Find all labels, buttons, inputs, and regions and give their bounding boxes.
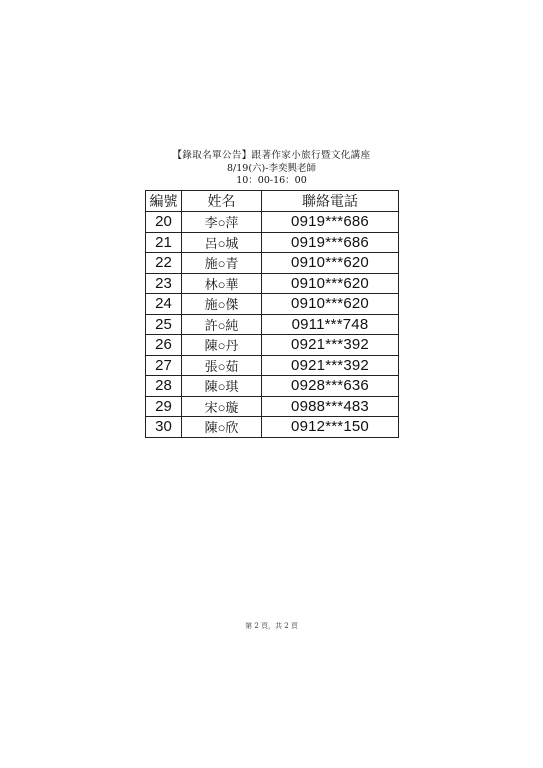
- row-phone: 0921***392: [262, 335, 399, 356]
- row-name: 宋○璇: [182, 396, 262, 417]
- column-header-phone: 聯絡電話: [262, 191, 399, 212]
- table-row: [146, 314, 399, 335]
- row-number: 21: [146, 232, 182, 253]
- row-name: 張○茹: [182, 355, 262, 376]
- document-title: 【錄取名單公告】跟著作家小旅行暨文化講座: [172, 150, 371, 161]
- row-phone: 0919***686: [262, 232, 399, 253]
- table-row: [146, 355, 399, 376]
- row-name: 李○萍: [182, 212, 262, 233]
- row-phone: 0988***483: [262, 396, 399, 417]
- row-number: 20: [146, 212, 182, 233]
- row-phone: 0919***686: [262, 212, 399, 233]
- table-row: [146, 273, 399, 294]
- table-row: [146, 212, 399, 233]
- table-row: [146, 396, 399, 417]
- row-number: 24: [146, 294, 182, 315]
- page-footer: 第 2 頁，共 2 頁: [245, 622, 298, 630]
- column-header-number: 編號: [146, 191, 182, 212]
- row-name: 呂○城: [182, 232, 262, 253]
- table-header-row: [146, 191, 399, 212]
- row-number: 27: [146, 355, 182, 376]
- table-row: [146, 376, 399, 397]
- row-phone: 0912***150: [262, 417, 399, 438]
- row-phone: 0911***748: [262, 314, 399, 335]
- row-name: 施○青: [182, 253, 262, 274]
- row-phone: 0928***636: [262, 376, 399, 397]
- table-row: [146, 232, 399, 253]
- roster-table: [145, 190, 399, 438]
- row-number: 23: [146, 273, 182, 294]
- row-number: 29: [146, 396, 182, 417]
- table-row: [146, 417, 399, 438]
- row-number: 28: [146, 376, 182, 397]
- row-phone: 0921***392: [262, 355, 399, 376]
- row-number: 30: [146, 417, 182, 438]
- row-name: 陳○丹: [182, 335, 262, 356]
- row-number: 25: [146, 314, 182, 335]
- row-name: 陳○欣: [182, 417, 262, 438]
- row-name: 陳○琪: [182, 376, 262, 397]
- table-row: [146, 294, 399, 315]
- column-header-name: 姓名: [182, 191, 262, 212]
- row-name: 許○純: [182, 314, 262, 335]
- document-subtitle: 8/19(六)-李奕興老師: [227, 163, 316, 174]
- table-row: [146, 253, 399, 274]
- row-number: 26: [146, 335, 182, 356]
- document-time: 10：00-16：00: [236, 175, 307, 186]
- row-name: 施○傑: [182, 294, 262, 315]
- row-phone: 0910***620: [262, 294, 399, 315]
- row-phone: 0910***620: [262, 273, 399, 294]
- table-row: [146, 335, 399, 356]
- row-number: 22: [146, 253, 182, 274]
- row-phone: 0910***620: [262, 253, 399, 274]
- row-name: 林○華: [182, 273, 262, 294]
